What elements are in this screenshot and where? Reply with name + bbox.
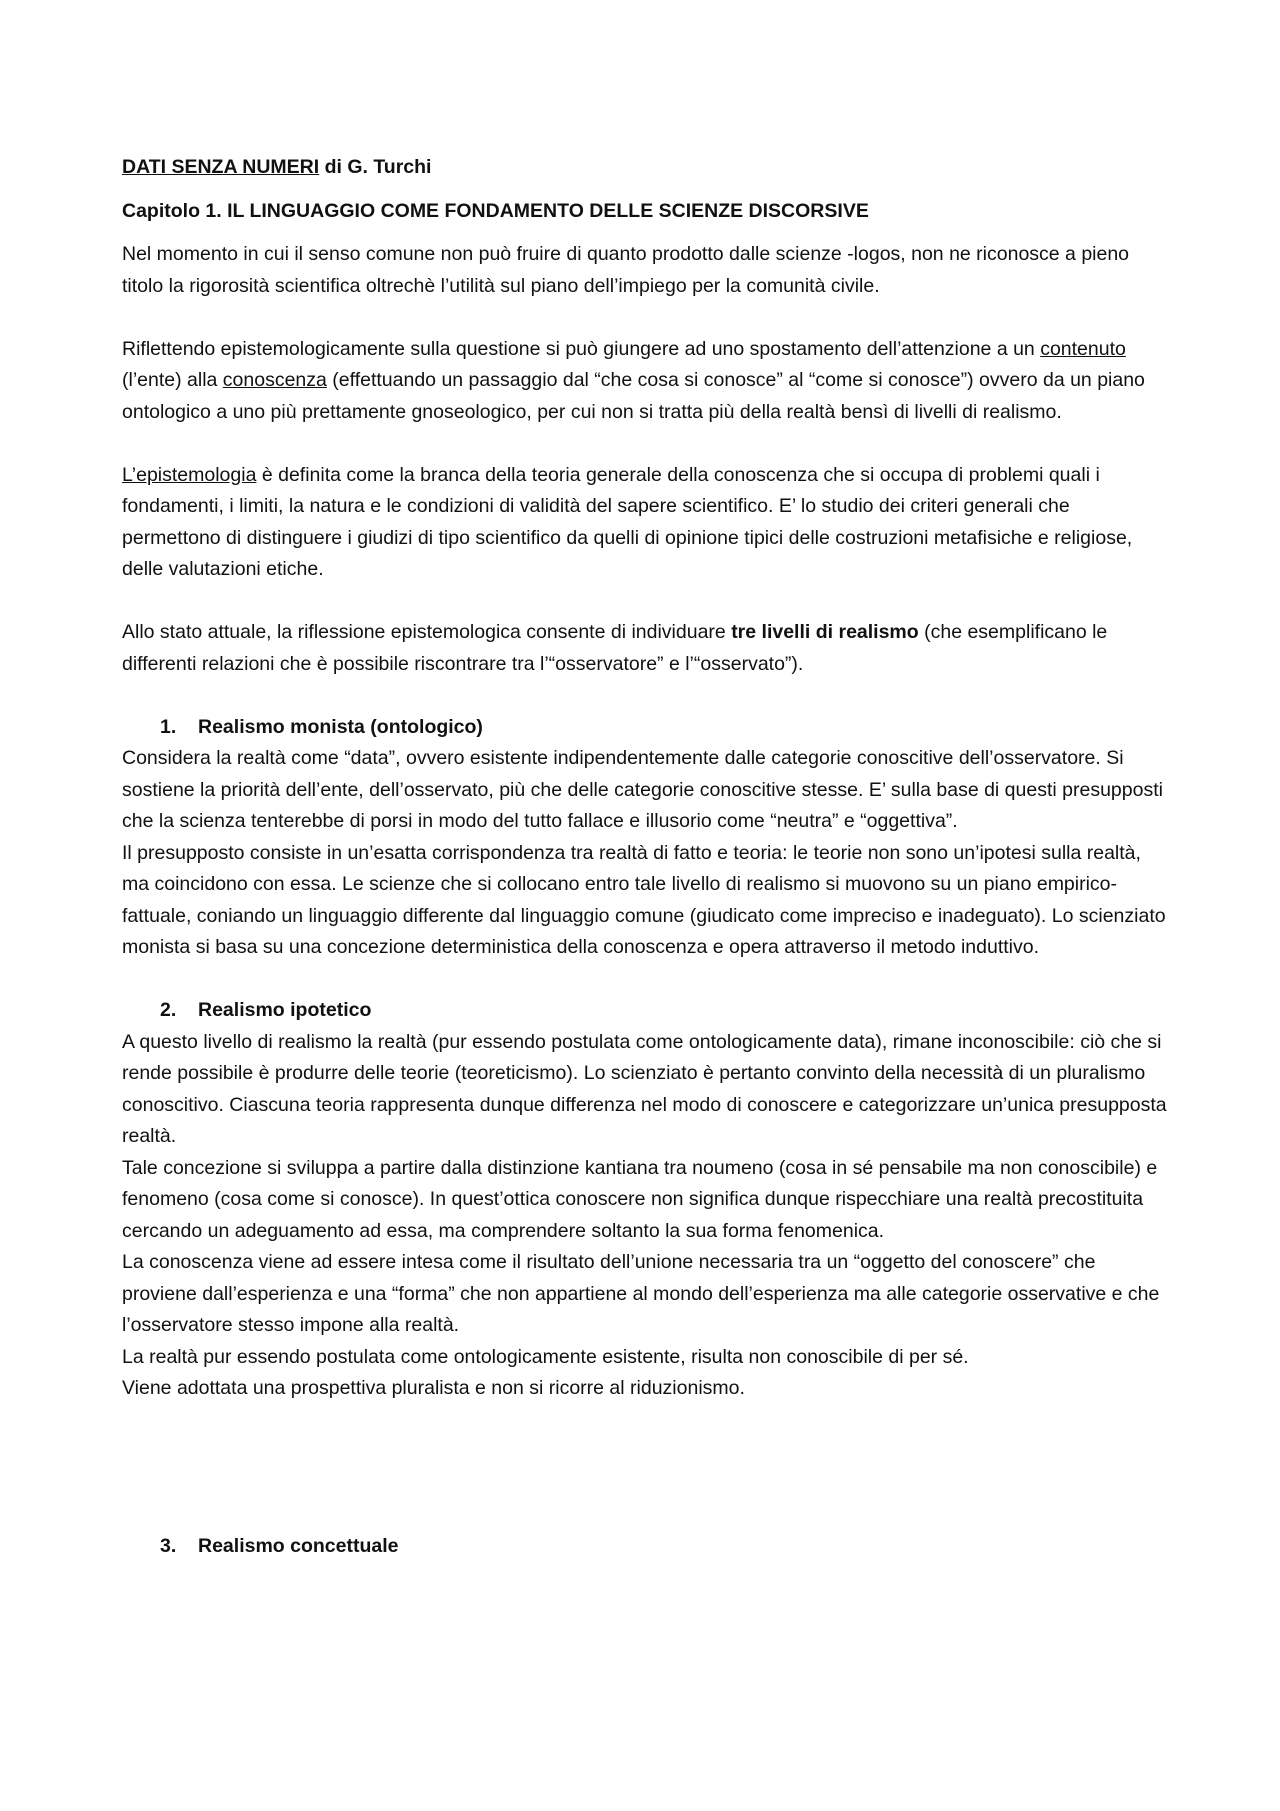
section-realismo-ipotetico	[122, 995, 1172, 1405]
document-page	[122, 152, 1172, 1562]
section-paragraph: A questo livello di realismo la realtà (pur essendo postulata come ontologicamente data), rimane inconoscibile: ciò che si rende possibile è produrre delle teorie (teoreticismo). Lo scienziato è pertanto convinto della necessità di un pluralismo conoscitivo. Ciascuna teoria rappresenta dunque differenza nel modo di conoscere e categorizzare un’unica presupposta realtà.	[122, 1030, 1167, 1147]
text-span: (che esemplificano le differenti relazioni che è possibile riscontrare tra l’“osservatore” e l’“osservato”).	[122, 621, 1108, 675]
section-paragraph: La realtà pur essendo postulata come ontologicamente esistente, risulta non conoscibile di per sé.	[122, 1345, 969, 1368]
section-realismo-concettuale	[122, 1531, 1172, 1563]
paragraph-three-levels	[122, 617, 1172, 680]
section-title: Realismo ipotetico	[198, 999, 372, 1021]
section-number: 3.	[160, 1534, 177, 1557]
section-title: Realismo concettuale	[198, 1534, 399, 1557]
underlined-epistemologia: L’epistemologia	[122, 463, 257, 486]
section-heading	[122, 712, 1172, 744]
section-paragraph: Considera la realtà come “data”, ovvero esistente indipendentemente dalle categorie conoscitive dell’osservatore. Si sostiene la priorità dell’ente, dell’osservato, più che delle categorie conoscitive stesse. E’ sulla base di questi presupposti che la scienza tenterebbe di porsi in modo del tutto fallace e illusorio come “neutra” e “oggettiva”.	[122, 747, 1163, 832]
paragraph-epistemology-definition	[122, 460, 1172, 586]
underlined-conoscenza: conoscenza	[222, 369, 327, 391]
section-realismo-monista	[122, 712, 1172, 964]
blank-space	[122, 1405, 1172, 1531]
section-heading	[122, 1531, 1172, 1563]
section-number: 2.	[160, 999, 177, 1021]
text-span: Riflettendo epistemologicamente sulla questione si può giungere ad uno spostamento dell’attenzione a un	[122, 337, 1041, 360]
paragraph-intro: Nel momento in cui il senso comune non può fruire di quanto prodotto dalle scienze -logos, non ne riconosce a pieno titolo la rigorosità scientifica oltrechè l’utilità sul piano dell’impiego per la comunità civile.	[122, 243, 1130, 297]
section-paragraph: Tale concezione si sviluppa a partire dalla distinzione kantiana tra noumeno (cosa in sé pensabile ma non conoscibile) e fenomeno (cosa come si conosce). In quest’ottica conoscere non significa dunque rispecchiare una realtà precostituita cercando un adeguamento ad essa, ma comprendere soltanto la sua forma fenomenica.	[122, 1156, 1158, 1242]
text-span: Allo stato attuale, la riflessione epistemologica consente di individuare	[122, 621, 732, 643]
text-span: è definita come la branca della teoria generale della conoscenza che si occupa di problemi quali i fondamenti, i limiti, la natura e le condizioni di validità del sapere scientifico. E’ lo studio dei criteri generali che permettono di distinguere i giudizi di tipo scientifico da quelli di opinione tipici delle costruzioni metafisiche e religiose, delle valutazioni etiche.	[122, 463, 1133, 580]
section-title: Realismo monista (ontologico)	[198, 715, 483, 738]
chapter-heading: Capitolo 1. IL LINGUAGGIO COME FONDAMENTO DELLE SCIENZE DISCORSIVE	[122, 199, 869, 222]
underlined-contenuto: contenuto	[1040, 337, 1126, 360]
title-underlined: DATI SENZA NUMERI	[122, 156, 320, 178]
section-heading	[122, 995, 1172, 1027]
section-paragraph: La conoscenza viene ad essere intesa come il risultato dell’unione necessaria tra un “oggetto del conoscere” che proviene dall’esperienza e una “forma” che non appartiene al mondo dell’esperienza ma alle categorie osservative e che l’osservatore stesso impone alla realtà.	[122, 1251, 1160, 1336]
bold-tre-livelli: tre livelli di realismo	[731, 621, 919, 643]
section-number: 1.	[160, 715, 177, 738]
paragraph-epistemology-shift	[122, 334, 1172, 429]
section-paragraph: Viene adottata una prospettiva pluralista e non si ricorre al riduzionismo.	[122, 1377, 745, 1399]
title-author: di G. Turchi	[319, 156, 432, 178]
section-paragraph: Il presupposto consiste in un’esatta corrispondenza tra realtà di fatto e teoria: le teorie non sono un’ipotesi sulla realtà, ma coincidono con essa. Le scienze che si collocano entro tale livello di realismo si muovono su un piano empirico-fattuale, coniando un linguaggio differente dal linguaggio comune (giudicato come impreciso e inadeguato). Lo scienziato monista si basa su una concezione deterministica della conoscenza e opera attraverso il metodo induttivo.	[122, 841, 1166, 958]
text-span: (effettuando un passaggio dal “che cosa si conosce” al “come si conosce”) ovvero da un piano ontologico a uno più prettamente gnoseologico, per cui non si tratta più della realtà bensì di livelli di realismo.	[122, 369, 1145, 423]
document-title	[122, 152, 1172, 184]
text-span: (l’ente) alla	[122, 369, 223, 391]
